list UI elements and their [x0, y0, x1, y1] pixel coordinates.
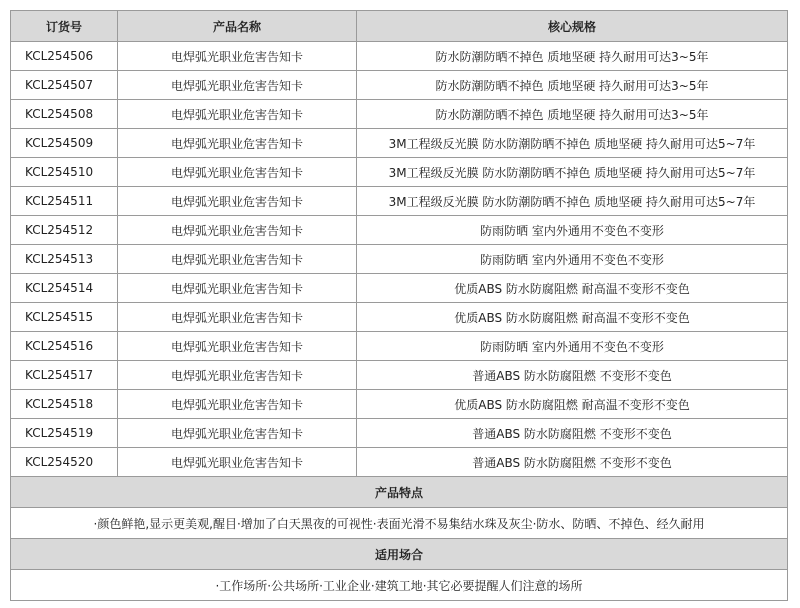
- order-number-cell: KCL254516: [11, 332, 118, 361]
- table-row: [11, 158, 788, 187]
- product-name-cell: 电焊弧光职业危害告知卡: [118, 187, 357, 216]
- usage-row: [11, 570, 788, 601]
- product-name-cell: 电焊弧光职业危害告知卡: [118, 274, 357, 303]
- header-order-number: 订货号: [11, 11, 118, 42]
- product-name-cell: 电焊弧光职业危害告知卡: [118, 419, 357, 448]
- features-text: ·颜色鲜艳,显示更美观,醒目·增加了白天黑夜的可视性·表面光滑不易集结水珠及灰尘·防水、防晒、不掉色、经久耐用: [11, 508, 788, 539]
- table-row: [11, 187, 788, 216]
- product-name-cell: 电焊弧光职业危害告知卡: [118, 245, 357, 274]
- core-spec-cell: 防水防潮防晒不掉色 质地坚硬 持久耐用可达3~5年: [357, 71, 788, 100]
- table-row: [11, 129, 788, 158]
- product-name-cell: 电焊弧光职业危害告知卡: [118, 448, 357, 477]
- product-name-cell: 电焊弧光职业危害告知卡: [118, 303, 357, 332]
- product-spec-table: [10, 10, 788, 601]
- table-body: [11, 42, 788, 477]
- features-title: 产品特点: [11, 477, 788, 508]
- header-product-name: 产品名称: [118, 11, 357, 42]
- order-number-cell: KCL254514: [11, 274, 118, 303]
- core-spec-cell: 防雨防晒 室内外通用不变色不变形: [357, 245, 788, 274]
- table-row: [11, 332, 788, 361]
- features-header-row: [11, 477, 788, 508]
- table-row: [11, 361, 788, 390]
- table-row: [11, 303, 788, 332]
- usage-text: ·工作场所·公共场所·工业企业·建筑工地·其它必要提醒人们注意的场所: [11, 570, 788, 601]
- table-row: [11, 419, 788, 448]
- core-spec-cell: 防水防潮防晒不掉色 质地坚硬 持久耐用可达3~5年: [357, 100, 788, 129]
- product-name-cell: 电焊弧光职业危害告知卡: [118, 361, 357, 390]
- table-header-row: [11, 11, 788, 42]
- table-row: [11, 42, 788, 71]
- core-spec-cell: 普通ABS 防水防腐阻燃 不变形不变色: [357, 448, 788, 477]
- table-row: [11, 71, 788, 100]
- core-spec-cell: 普通ABS 防水防腐阻燃 不变形不变色: [357, 419, 788, 448]
- table-row: [11, 216, 788, 245]
- usage-title: 适用场合: [11, 539, 788, 570]
- header-core-spec: 核心规格: [357, 11, 788, 42]
- order-number-cell: KCL254517: [11, 361, 118, 390]
- product-name-cell: 电焊弧光职业危害告知卡: [118, 158, 357, 187]
- core-spec-cell: 优质ABS 防水防腐阻燃 耐高温不变形不变色: [357, 274, 788, 303]
- product-name-cell: 电焊弧光职业危害告知卡: [118, 332, 357, 361]
- table-row: [11, 100, 788, 129]
- order-number-cell: KCL254513: [11, 245, 118, 274]
- order-number-cell: KCL254509: [11, 129, 118, 158]
- product-name-cell: 电焊弧光职业危害告知卡: [118, 129, 357, 158]
- core-spec-cell: 防雨防晒 室内外通用不变色不变形: [357, 216, 788, 245]
- product-name-cell: 电焊弧光职业危害告知卡: [118, 216, 357, 245]
- order-number-cell: KCL254511: [11, 187, 118, 216]
- table-row: [11, 390, 788, 419]
- core-spec-cell: 防水防潮防晒不掉色 质地坚硬 持久耐用可达3~5年: [357, 42, 788, 71]
- core-spec-cell: 防雨防晒 室内外通用不变色不变形: [357, 332, 788, 361]
- core-spec-cell: 优质ABS 防水防腐阻燃 耐高温不变形不变色: [357, 390, 788, 419]
- order-number-cell: KCL254520: [11, 448, 118, 477]
- product-name-cell: 电焊弧光职业危害告知卡: [118, 42, 357, 71]
- order-number-cell: KCL254519: [11, 419, 118, 448]
- order-number-cell: KCL254507: [11, 71, 118, 100]
- core-spec-cell: 普通ABS 防水防腐阻燃 不变形不变色: [357, 361, 788, 390]
- table-row: [11, 245, 788, 274]
- table-row: [11, 274, 788, 303]
- core-spec-cell: 3M工程级反光膜 防水防潮防晒不掉色 质地坚硬 持久耐用可达5~7年: [357, 158, 788, 187]
- order-number-cell: KCL254510: [11, 158, 118, 187]
- product-name-cell: 电焊弧光职业危害告知卡: [118, 71, 357, 100]
- table-row: [11, 448, 788, 477]
- usage-header-row: [11, 539, 788, 570]
- order-number-cell: KCL254515: [11, 303, 118, 332]
- order-number-cell: KCL254518: [11, 390, 118, 419]
- core-spec-cell: 3M工程级反光膜 防水防潮防晒不掉色 质地坚硬 持久耐用可达5~7年: [357, 187, 788, 216]
- product-name-cell: 电焊弧光职业危害告知卡: [118, 390, 357, 419]
- product-name-cell: 电焊弧光职业危害告知卡: [118, 100, 357, 129]
- order-number-cell: KCL254512: [11, 216, 118, 245]
- core-spec-cell: 优质ABS 防水防腐阻燃 耐高温不变形不变色: [357, 303, 788, 332]
- order-number-cell: KCL254508: [11, 100, 118, 129]
- order-number-cell: KCL254506: [11, 42, 118, 71]
- spec-table-container: [10, 10, 788, 601]
- core-spec-cell: 3M工程级反光膜 防水防潮防晒不掉色 质地坚硬 持久耐用可达5~7年: [357, 129, 788, 158]
- features-row: [11, 508, 788, 539]
